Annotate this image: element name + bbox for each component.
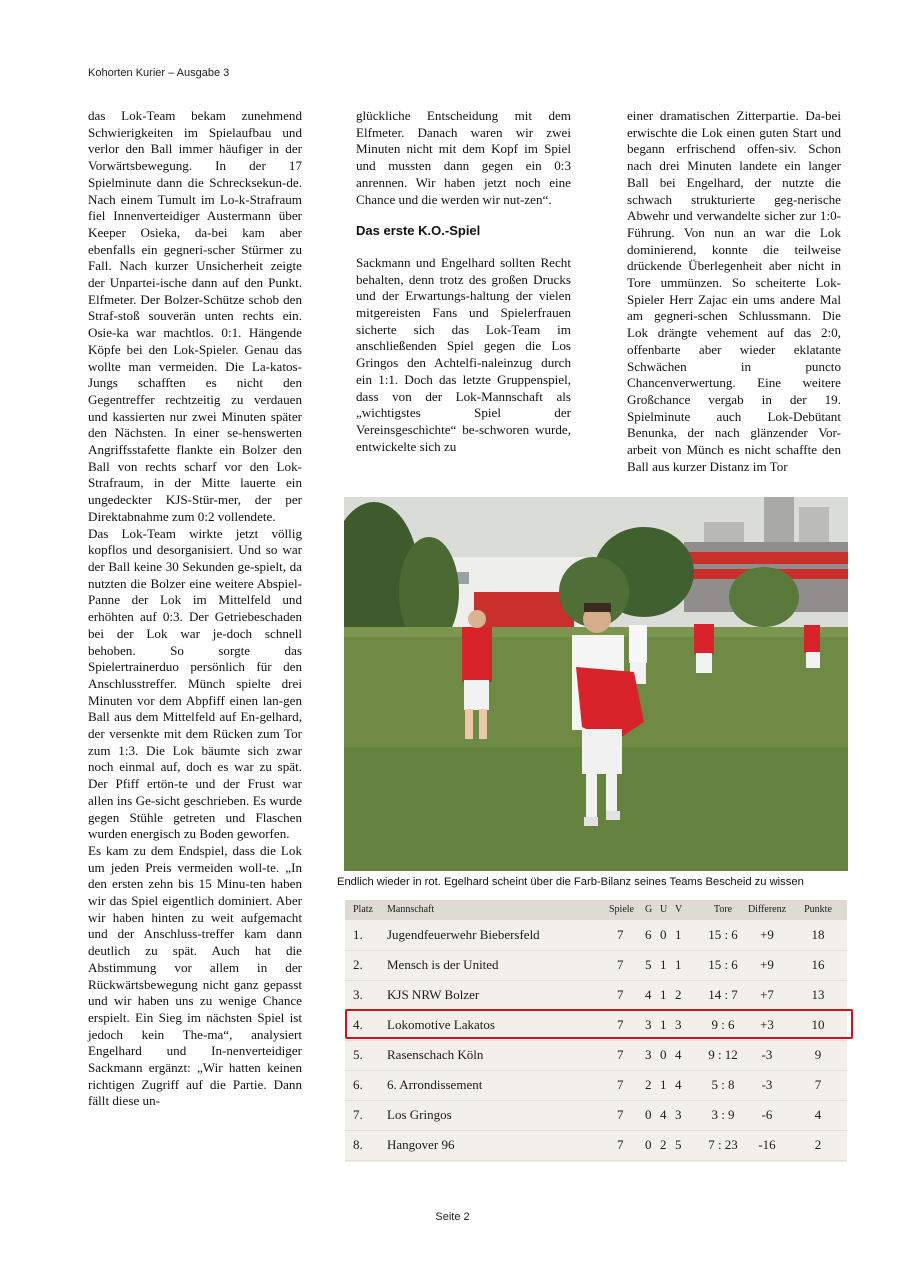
article-column-3 — [627, 108, 841, 475]
header-goals: Tore — [713, 904, 733, 915]
cell-wins: 3 — [645, 1047, 652, 1062]
standings-header-row — [345, 900, 847, 920]
cell-difference: +9 — [760, 927, 774, 942]
table-row — [345, 1070, 847, 1101]
cell-difference: +7 — [760, 987, 774, 1002]
cell-wins: 2 — [645, 1077, 652, 1092]
cell-games: 7 — [617, 927, 624, 942]
cell-games: 7 — [617, 1077, 624, 1092]
header-team: Mannschaft — [387, 904, 435, 915]
cell-games: 7 — [617, 1107, 624, 1122]
cell-draws: 1 — [660, 987, 667, 1002]
cell-rank: 4. — [353, 1017, 363, 1032]
cell-games: 7 — [617, 1017, 624, 1032]
table-row — [345, 980, 847, 1011]
cell-losses: 1 — [675, 927, 682, 942]
cell-team: Rasenschach Köln — [387, 1047, 484, 1062]
cell-difference: +9 — [760, 957, 774, 972]
cell-rank: 5. — [353, 1047, 363, 1062]
photo-illustration — [344, 497, 848, 871]
cell-goals: 15 : 6 — [708, 927, 738, 942]
table-row — [345, 950, 847, 981]
article-paragraph: Das Lok-Team wirkte jetzt völlig kopflos und desorganisiert. Und so war der Ball keine 30 Sekunden ge-spielt, da nutzten die Bolzer eine weitere Abspiel-Panne der Lok im Mittelfeld und erhöhten auf 0:3. Der Getriebeschaden bei der Lok war je-doch schnell behoben. So sorgte das Spielertrainerduo persönlich für den Anschlusstreffer. Münch spielte drei Minuten vor dem Abpfiff einen lan-gen Ball aus dem Mittelfeld auf En-gelhard, der versenkte mit dem Rücken zum Tor zum 1:3. Die Lok bäumte sich zwar noch einmal auf, doch es war zu spät. Der Pfiff ertön-te und der Frust war allen ins Ge-sicht geschrieben. Es wurde gegen Stühle getreten und Flaschen wurden energisch zu Boden geworfen. — [88, 525, 302, 842]
cell-wins: 3 — [645, 1017, 652, 1032]
cell-points: 2 — [814, 1137, 822, 1152]
cell-difference: -16 — [758, 1137, 776, 1152]
cell-wins: 0 — [645, 1137, 652, 1152]
cell-points: 13 — [811, 987, 825, 1002]
cell-draws: 0 — [660, 1047, 667, 1062]
cell-team: Hangover 96 — [387, 1137, 455, 1152]
cell-games: 7 — [617, 1137, 624, 1152]
cell-losses: 4 — [675, 1047, 682, 1062]
article-paragraph: das Lok-Team bekam zunehmend Schwierigkeiten im Spielaufbau und verlor den Ball immer häufiger in der Vorwärtsbewegung. In der 17 Spielminute dann die Schrecksekun-de. Nach einem Tumult im Lo-k-Strafraum fiel Innenverteidiger Austermann über Keeper Osieka, da-bei kam aber ebenfalls ein gegneri-scher Stürmer zu Fall. Nach kurzer Unsicherheit zeigte der Unpartei-ische dann auf den Punkt. Elfmeter. Der Bolzer-Schütze schob den Straf-stoß souverän unten rechts ein. Osie-ka war machtlos. 0:1. Hängende Köpfe bei den Lok-Spieler. Genau das wollte man vermeiden. Die La-katos-Jungs schafften es nicht den Gegentreffer rechtzeitig zu verdauen und kassierten nur zwei Minuten später den Nächsten. In einer se-henswerten Angriffsstafette flankte ein Bolzer den Ball von rechts scharf vor den Lok-Strafraum, in der Mitte lauerte ein ungedeckter KJS-Stür-mer, der per Direktabnahme zum 0:2 vollendete. — [88, 108, 302, 524]
cell-points: 16 — [811, 957, 825, 972]
cell-rank: 6. — [353, 1077, 363, 1092]
page-number: Seite 2 — [435, 1211, 470, 1223]
header-games: Spiele — [609, 904, 634, 915]
cell-wins: 5 — [645, 957, 652, 972]
cell-games: 7 — [617, 957, 624, 972]
cell-draws: 4 — [660, 1107, 667, 1122]
cell-goals: 9 : 12 — [708, 1047, 738, 1062]
cell-draws: 1 — [660, 1077, 667, 1092]
header-losses: V — [675, 904, 683, 915]
cell-team: Lokomotive Lakatos — [387, 1017, 495, 1032]
section-heading: Das erste K.O.-Spiel — [356, 223, 481, 239]
cell-rank: 8. — [353, 1137, 363, 1152]
article-paragraph: einer dramatischen Zitterpartie. Da-bei erwischte die Lok einen guten Start und begann erfrischend offen-siv. Schon nach drei Minuten landete ein langer Ball bei Engelhard, der nutzte die schwach strukturierte geg-nerische Abwehr und verwandelte sicher zur 1:0-Führung. Von nun an war die Lok dominierend, konnte die teilweise drückende Überlegenheit aber nicht in Tore ummünzen. So scheiterte Lok-Spieler Herr Zajac ein ums andere Mal am gegneri-schen Schlussmann. Die Lok drängte vehement auf das 2:0, offenbarte aber wieder eklatante Schwächen in puncto Chancenverwertung. Eine weitere Großchance vergab in der 19. Spielminute auch Lok-Debütant Benunka, der nach glänzender Vor-arbeit von Münch es nicht schaffte den Ball aus kurzer Distanz im Tor — [627, 108, 841, 474]
cell-team: KJS NRW Bolzer — [387, 987, 480, 1002]
cell-points: 9 — [814, 1047, 822, 1062]
cell-rank: 3. — [353, 987, 363, 1002]
cell-losses: 2 — [675, 987, 682, 1002]
cell-games: 7 — [617, 987, 624, 1002]
cell-losses: 1 — [675, 957, 682, 972]
article-column-2 — [356, 108, 571, 455]
cell-points: 18 — [811, 927, 825, 942]
cell-goals: 3 : 9 — [711, 1107, 735, 1122]
cell-points: 10 — [811, 1017, 825, 1032]
header-wins: G — [645, 904, 653, 915]
cell-rank: 1. — [353, 927, 363, 942]
header-draws: U — [660, 904, 668, 915]
article-paragraph: glückliche Entscheidung mit dem Elfmeter. Danach waren wir zwei Minuten nicht mit dem Kopf im Spiel und mussten dann gegen ein 0:3 anrennen. Wir haben jetzt noch eine Chance und die werden wir nut-zen“. — [356, 108, 571, 207]
table-row — [345, 1100, 847, 1131]
cell-goals: 5 : 8 — [711, 1077, 735, 1092]
cell-points: 4 — [814, 1107, 822, 1122]
photo-caption: Endlich wieder in rot. Egelhard scheint über die Farb-Bilanz seines Teams Bescheid zu wissen — [337, 876, 804, 888]
cell-draws: 1 — [660, 957, 667, 972]
header-difference: Differenz — [747, 904, 787, 915]
table-row — [345, 1130, 847, 1161]
article-column-1 — [88, 108, 302, 1110]
cell-losses: 4 — [675, 1077, 682, 1092]
match-photo — [344, 497, 848, 871]
cell-difference: -3 — [761, 1047, 773, 1062]
cell-rank: 2. — [353, 957, 363, 972]
table-row — [345, 920, 847, 951]
article-paragraph: Sackmann und Engelhard sollten Recht behalten, denn trotz des großen Drucks und der Erwartungs-haltung der vielen mitgereisten Fans und Spielerfrauen sicherte sich das Lok-Team im anschließenden Spiel gegen die Los Gringos den Achtelfi-naleinzug durch ein 1:1. Doch das letzte Gruppenspiel, dass von der Lok-Mannschaft als „wichtigstes Spiel der Vereinsgeschichte“ be-schworen wurde, entwickelte sich zu — [356, 254, 571, 454]
cell-points: 7 — [814, 1077, 822, 1092]
cell-games: 7 — [617, 1047, 624, 1062]
cell-difference: -3 — [761, 1077, 773, 1092]
article-paragraph: Es kam zu dem Endspiel, dass die Lok um jeden Preis vermeiden woll-te. „In den ersten zehn bis 15 Minu-ten haben wir das Spiel eigentlich dominiert. Aber wir haben hinten zu weit aufgemacht und der Anschluss-treffer kam dann deutlich zu spät. Auch hat die Abstimmung vor allem in der Rückwärtsbewegung nicht ganz gepasst und wir haben uns zu wenige Chance erspielt. Ein Sieg im nächsten Spiel ist jedoch kein The-ma“, analysiert Engelhard und In-nenverteidiger Sackmann ergänzt: „Wir hatten keinen richtigen Zugriff auf die Partie. Dann fällt diese un- — [88, 842, 302, 1109]
table-row — [345, 1040, 847, 1071]
header-points: Punkte — [804, 904, 832, 915]
cell-losses: 5 — [675, 1137, 682, 1152]
cell-goals: 15 : 6 — [708, 957, 738, 972]
cell-difference: +3 — [760, 1017, 774, 1032]
cell-goals: 7 : 23 — [708, 1137, 738, 1152]
cell-team: Los Gringos — [387, 1107, 452, 1122]
cell-team: Mensch is der United — [387, 957, 499, 972]
cell-rank: 7. — [353, 1107, 363, 1122]
cell-draws: 0 — [660, 927, 667, 942]
cell-draws: 2 — [660, 1137, 667, 1152]
header-rank: Platz — [353, 904, 373, 915]
running-head: Kohorten Kurier – Ausgabe 3 — [88, 67, 230, 79]
highlight-box — [345, 1009, 853, 1039]
cell-losses: 3 — [675, 1107, 682, 1122]
cell-goals: 14 : 7 — [708, 987, 738, 1002]
cell-team: 6. Arrondissement — [387, 1077, 483, 1092]
cell-losses: 3 — [675, 1017, 682, 1032]
cell-team: Jugendfeuerwehr Biebersfeld — [387, 927, 540, 942]
cell-draws: 1 — [660, 1017, 667, 1032]
cell-wins: 6 — [645, 927, 652, 942]
cell-wins: 0 — [645, 1107, 652, 1122]
cell-goals: 9 : 6 — [711, 1017, 735, 1032]
cell-difference: -6 — [761, 1107, 773, 1122]
cell-wins: 4 — [645, 987, 652, 1002]
